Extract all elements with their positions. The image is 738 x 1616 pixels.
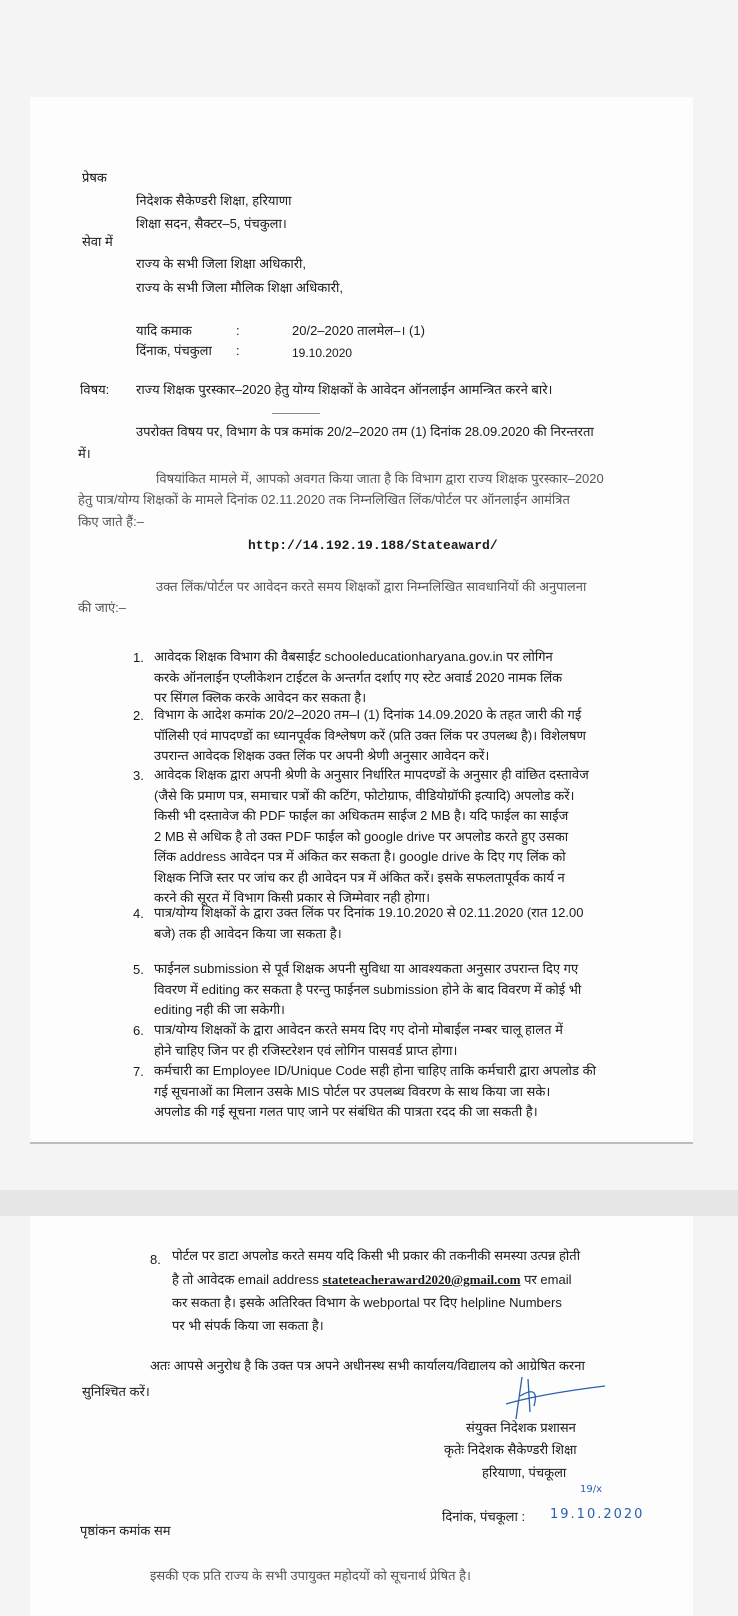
- date-label: दिंनाक, पंचकुला: [136, 343, 212, 358]
- para2-line: हेतु पात्र/योग्य शिक्षकों के मामले दिनांक 02.11.2020 तक निम्नलिखित लिंक/पोर्टल पर ऑनलाईन आमंत्रित: [78, 492, 570, 507]
- footer-date-label: दिनांक, पंचकूला :: [442, 1509, 526, 1524]
- point-number: 7.: [133, 1064, 144, 1079]
- letter-page-1: [30, 97, 693, 1144]
- point-line: कर्मचारी का Employee ID/Unique Code सही होना चाहिए ताकि कर्मचारी द्वारा अपलोड की: [154, 1063, 596, 1078]
- point-line: उपरान्त आवेदक शिक्षक उक्त लिंक पर अपनी श्रेणी अनुसार आवेदन करें।: [154, 748, 490, 763]
- para1-line: उपरोक्त विषय पर, विभाग के पत्र कमांक 20/2–2020 तम (1) दिनांक 28.09.2020 की निरन्तरता: [136, 424, 594, 439]
- para1-line: में।: [78, 446, 91, 461]
- ref-value: 20/2–2020 तालमेल–। (1): [292, 323, 425, 338]
- point-line: लिंक address आवेदन पत्र में अंकित कर सकता है। google drive के दिए गए लिंक को: [154, 849, 566, 864]
- point8-prefix: है तो आवेदक email address: [172, 1272, 323, 1287]
- point-line: आवेदक शिक्षक विभाग की वैबसाईट schooleducationharyana.gov.in पर लोगिन: [154, 649, 553, 664]
- point8-line: [172, 1272, 571, 1288]
- subject-text: राज्य शिक्षक पुरस्कार–2020 हेतु योग्य शिक्षकों के आवेदन ऑनलाईन आमन्त्रित करने बारे।: [136, 382, 553, 397]
- signatory-line: हरियाणा, पंचकूला: [482, 1465, 567, 1480]
- initials-date-note: 19/x: [580, 1484, 603, 1495]
- point-number: 5.: [133, 962, 144, 977]
- recipient-line: राज्य के सभी जिला मौलिक शिक्षा अधिकारी,: [136, 280, 343, 295]
- point-line: पात्र/योग्य शिक्षकों के द्वारा उक्त लिंक पर दिनांक 19.10.2020 से 02.11.2020 (रात 12.00: [154, 905, 584, 920]
- point-line: होने चाहिए जिन पर ही रजिस्टरेशन एवं लोगिन पासवर्ड प्राप्त होगा।: [154, 1042, 458, 1058]
- para3-line: उक्त लिंक/पोर्टल पर आवेदन करते समय शिक्षकों द्वारा निम्नलिखित सावधानियों की अनुपालना: [156, 579, 587, 594]
- sender-line: शिक्षा सदन, सैक्टर–5, पंचकुला।: [136, 216, 287, 231]
- recipient-line: राज्य के सभी जिला शिक्षा अधिकारी,: [136, 256, 307, 271]
- point-line: फाईनल submission से पूर्व शिक्षक अपनी सुविधा या आवश्यकता अनुसार उपरान्त दिए गए: [154, 961, 579, 976]
- point-number: 6.: [133, 1023, 144, 1038]
- footer-date-handwritten: 19.10.2020: [550, 1507, 645, 1522]
- point-line: गई सूचनाओं का मिलान उसके MIS पोर्टल पर उपलब्ध विवरण के साथ किया जा सके।: [154, 1083, 551, 1099]
- point-line: बजे) तक ही आवेदन किया जा सकता है।: [154, 925, 342, 941]
- point-number: 4.: [133, 906, 144, 921]
- date-colon: :: [236, 343, 240, 358]
- point-line: विभाग के आदेश कमांक 20/2–2020 तम–I (1) दिनांक 14.09.2020 के तहत जारी की गई: [154, 707, 582, 722]
- point8-line: पर भी संपर्क किया जा सकता है।: [172, 1318, 324, 1333]
- subject-label: विषय:: [80, 382, 110, 397]
- sender-line: निदेशक सैकेण्डरी शिक्षा, हरियाणा: [136, 193, 292, 208]
- point-line: पर सिंगल क्लिक करके आवेदन कर सकता है।: [154, 690, 367, 705]
- signature-icon: [500, 1374, 610, 1424]
- point-line: (जैसे कि प्रमाण पत्र, समाचार पत्रों की कटिंग, फोटोग्राफ, वीडियोग्रॉफी इत्यादि) अपलोड करें।: [154, 787, 575, 803]
- para3-line: की जाएं:–: [78, 600, 127, 615]
- point-line: शिक्षक निजि स्तर पर जांच कर ही आवेदन पत्र में अंकित करें। इसके सफलतापूर्वक कार्य न: [154, 869, 565, 885]
- point8-line: पोर्टल पर डाटा अपलोड करते समय यदि किसी भी प्रकार की तकनीकी समस्या उत्पन्न होती: [172, 1248, 581, 1263]
- point-line: editing नही की जा सकेगी।: [154, 1002, 285, 1017]
- signatory-line: कृतेः निदेशक सैकेण्डरी शिक्षा: [444, 1442, 577, 1457]
- endorsement-label: पृष्ठांकन कमांक सम: [80, 1523, 171, 1538]
- point-line: अपलोड की गई सूचना गलत पाए जाने पर संबंधित की पात्रता रदद की जा सकती है।: [154, 1104, 538, 1119]
- endorsement-text: इसकी एक प्रति राज्य के सभी उपायुक्त महोदयों को सूचनार्थ प्रेषित है।: [150, 1568, 471, 1583]
- date-value: 19.10.2020: [292, 346, 353, 360]
- email-link[interactable]: stateteacheraward2020@gmail.com: [322, 1272, 521, 1287]
- point-number: 2.: [133, 708, 144, 723]
- point-line: विवरण में editing कर सकता है परन्तु फाईनल submission होने के बाद विवरण में कोई भी: [154, 981, 582, 997]
- point-line: करने की सूरत में विभाग किसी प्रकार से जिम्मेवार नही होगा।: [154, 890, 431, 905]
- closing-line: सुनिश्चित करें।: [82, 1384, 150, 1399]
- point-line: पात्र/योग्य शिक्षकों के द्वारा आवेदन करते समय दिए गए दोनो मोबाईल नम्बर चालू हालत में: [154, 1022, 563, 1037]
- point-number: 3.: [133, 768, 144, 783]
- point-line: किसी भी दस्तावेज की PDF फाईल का अधिकतम साईज 2 MB है। यदि फाईल का साईज: [154, 808, 569, 823]
- ref-colon: :: [236, 323, 240, 338]
- closing-line: अतः आपसे अनुरोध है कि उक्त पत्र अपने अधीनस्थ सभी कार्यालय/विद्यालय को आग्रेषित करना: [150, 1358, 585, 1373]
- divider: [272, 413, 320, 414]
- portal-url-link[interactable]: http://14.192.19.188/Stateaward/: [248, 538, 498, 553]
- point-number: 8.: [150, 1252, 161, 1267]
- point-number: 1.: [133, 650, 144, 665]
- point-line: आवेदक शिक्षक द्वारा अपनी श्रेणी के अनुसार निर्धारित मापदण्डों के अनुसार ही वांछित दस्तावेज: [154, 767, 589, 782]
- to-label: सेवा में: [82, 234, 113, 249]
- para2-line: किए जाते हैं:–: [78, 514, 144, 529]
- page-gap: [0, 1190, 738, 1216]
- signatory-line: संयुक्त निदेशक प्रशासन: [466, 1420, 576, 1435]
- point-line: 2 MB से अधिक है तो उक्त PDF फाईल को google drive पर अपलोड करते हुए उसका: [154, 828, 569, 844]
- point8-suffix: पर email: [520, 1272, 572, 1287]
- point-line: पॉलिसी एवं मापदण्डों का ध्यानपूर्वक विश्लेषण करें (प्रति उक्त लिंक पर उपलब्ध है)। विशेलषण: [154, 727, 586, 743]
- point-line: करके ऑनलाईन एप्लीकेशन टाईटल के अन्तर्गत दर्शाए गए स्टेट अवार्ड 2020 नामक लिंक: [154, 669, 563, 685]
- sender-label: प्रेषक: [82, 170, 107, 185]
- para2-line: विषयांकित मामले में, आपको अवगत किया जाता है कि विभाग द्वारा राज्य शिक्षक पुरस्कार–2020: [156, 471, 604, 486]
- ref-label: यादि कमाक: [136, 323, 192, 338]
- point8-line: कर सकता है। इसके अतिरिक्त विभाग के webportal पर दिए helpline Numbers: [172, 1295, 562, 1310]
- letter-page-2: [30, 1216, 693, 1616]
